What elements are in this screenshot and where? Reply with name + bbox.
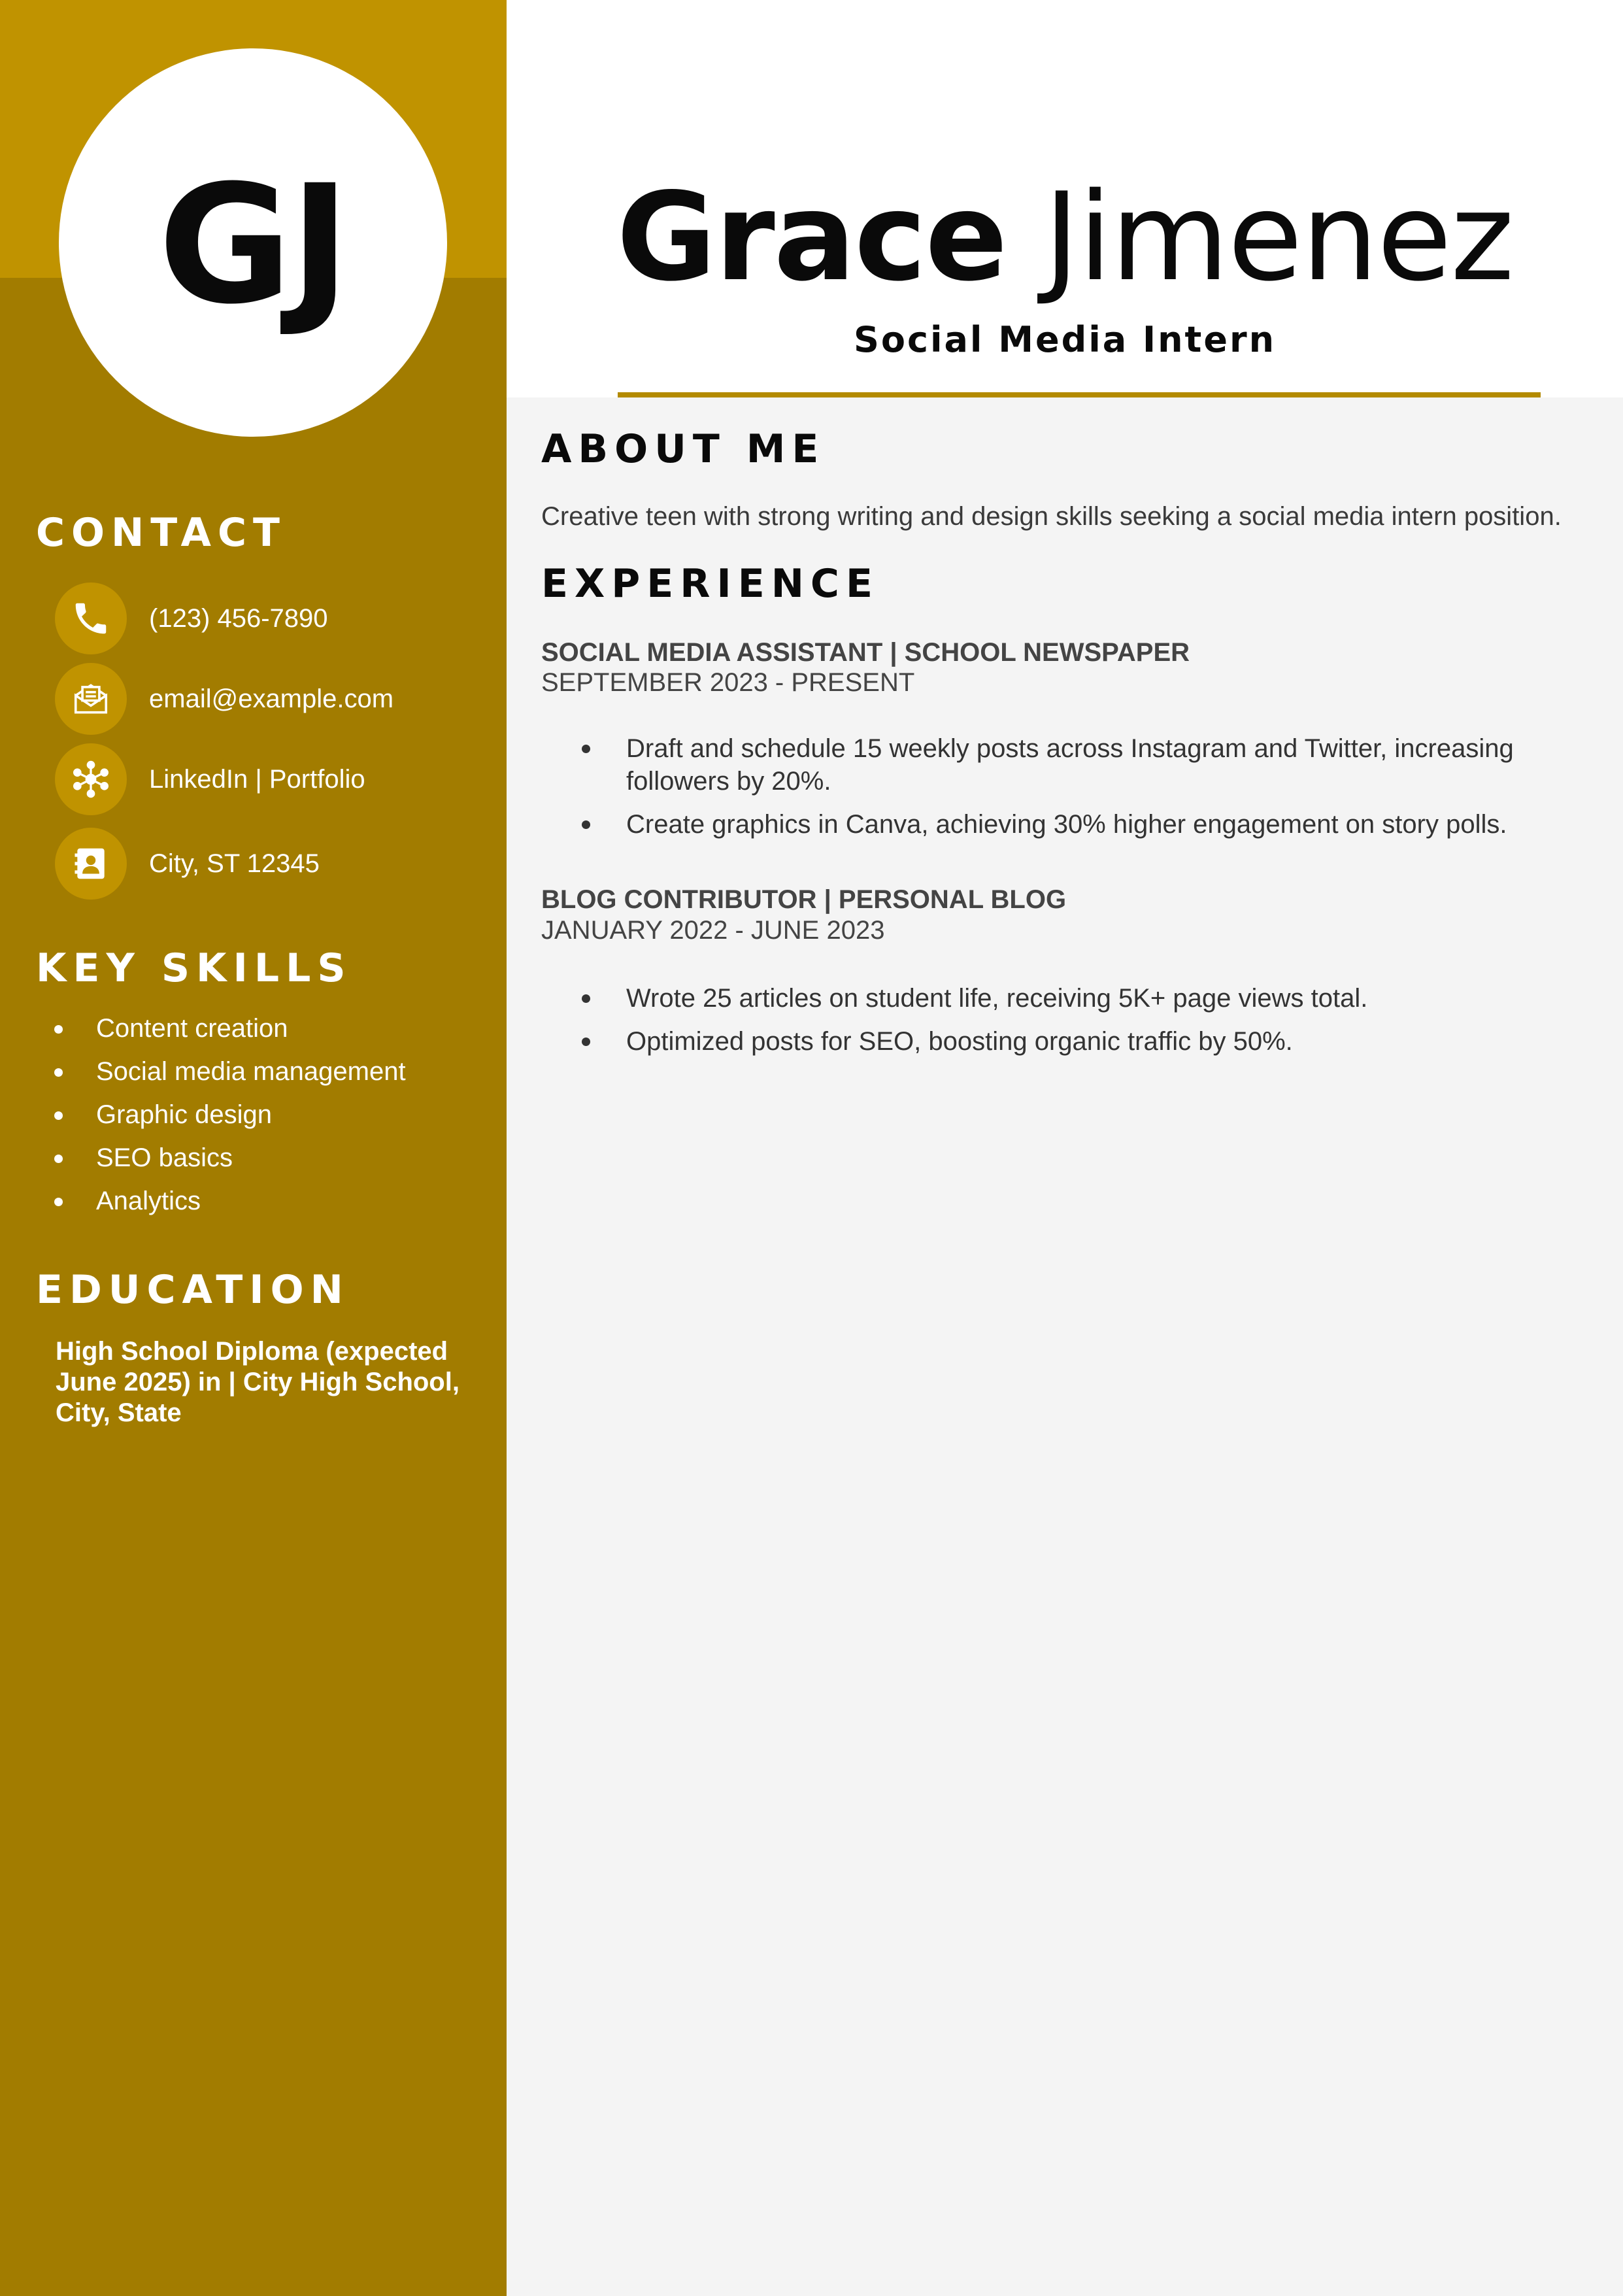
contact-links xyxy=(55,743,365,815)
skill-item: Content creation xyxy=(36,1007,406,1050)
contact-email xyxy=(55,663,393,735)
header-divider xyxy=(618,392,1541,397)
job-dates: JANUARY 2022 - JUNE 2023 xyxy=(541,916,885,945)
address-book-icon xyxy=(55,828,127,900)
contact-address xyxy=(55,828,320,900)
about-heading: ABOUT ME xyxy=(541,426,826,472)
contact-heading: CONTACT xyxy=(36,510,286,556)
contact-phone xyxy=(55,582,328,654)
bullet-item: Create graphics in Canva, achieving 30% higher engagement on story polls. xyxy=(541,808,1548,841)
skills-list xyxy=(36,1007,406,1223)
about-text: Creative teen with strong writing and design skills seeking a social media intern position. xyxy=(541,502,1562,531)
key-skills-heading: KEY SKILLS xyxy=(36,945,352,991)
bullet-item: Draft and schedule 15 weekly posts across Instagram and Twitter, increasing followers by 20%. xyxy=(541,732,1548,798)
first-name: Grace xyxy=(616,166,1007,308)
bullet-item: Optimized posts for SEO, boosting organic traffic by 50%. xyxy=(541,1025,1548,1058)
header xyxy=(507,0,1623,397)
job-bullets xyxy=(541,982,1548,1068)
social-links: LinkedIn | Portfolio xyxy=(149,764,365,794)
sidebar xyxy=(0,0,507,2296)
full-name xyxy=(507,166,1623,308)
phone-number: (123) 456-7890 xyxy=(149,603,328,633)
job-title: Social Media Intern xyxy=(853,319,1277,360)
phone-icon xyxy=(55,582,127,654)
skill-item: Graphic design xyxy=(36,1093,406,1136)
job-title-heading: BLOG CONTRIBUTOR | PERSONAL BLOG xyxy=(541,885,1067,914)
city-state-zip: City, ST 12345 xyxy=(149,849,320,878)
bullet-item: Wrote 25 articles on student life, receiving 5K+ page views total. xyxy=(541,982,1548,1015)
skill-item: Analytics xyxy=(36,1179,406,1223)
email-address: email@example.com xyxy=(149,684,394,713)
education-entry: High School Diploma (expected June 2025) in | City High School, City, State xyxy=(56,1337,460,1427)
last-name: Jimenez xyxy=(1043,166,1513,308)
skill-item: SEO basics xyxy=(36,1136,406,1179)
education-heading: EDUCATION xyxy=(36,1267,350,1313)
monogram-badge xyxy=(59,48,447,437)
skill-item: Social media management xyxy=(36,1050,406,1093)
experience-heading: EXPERIENCE xyxy=(541,561,879,607)
network-icon xyxy=(55,743,127,815)
monogram: GJ xyxy=(158,149,348,340)
job-bullets xyxy=(541,732,1548,851)
job-title-heading: SOCIAL MEDIA ASSISTANT | SCHOOL NEWSPAPER xyxy=(541,638,1190,667)
email-icon xyxy=(55,663,127,735)
job-dates: SEPTEMBER 2023 - PRESENT xyxy=(541,668,915,697)
